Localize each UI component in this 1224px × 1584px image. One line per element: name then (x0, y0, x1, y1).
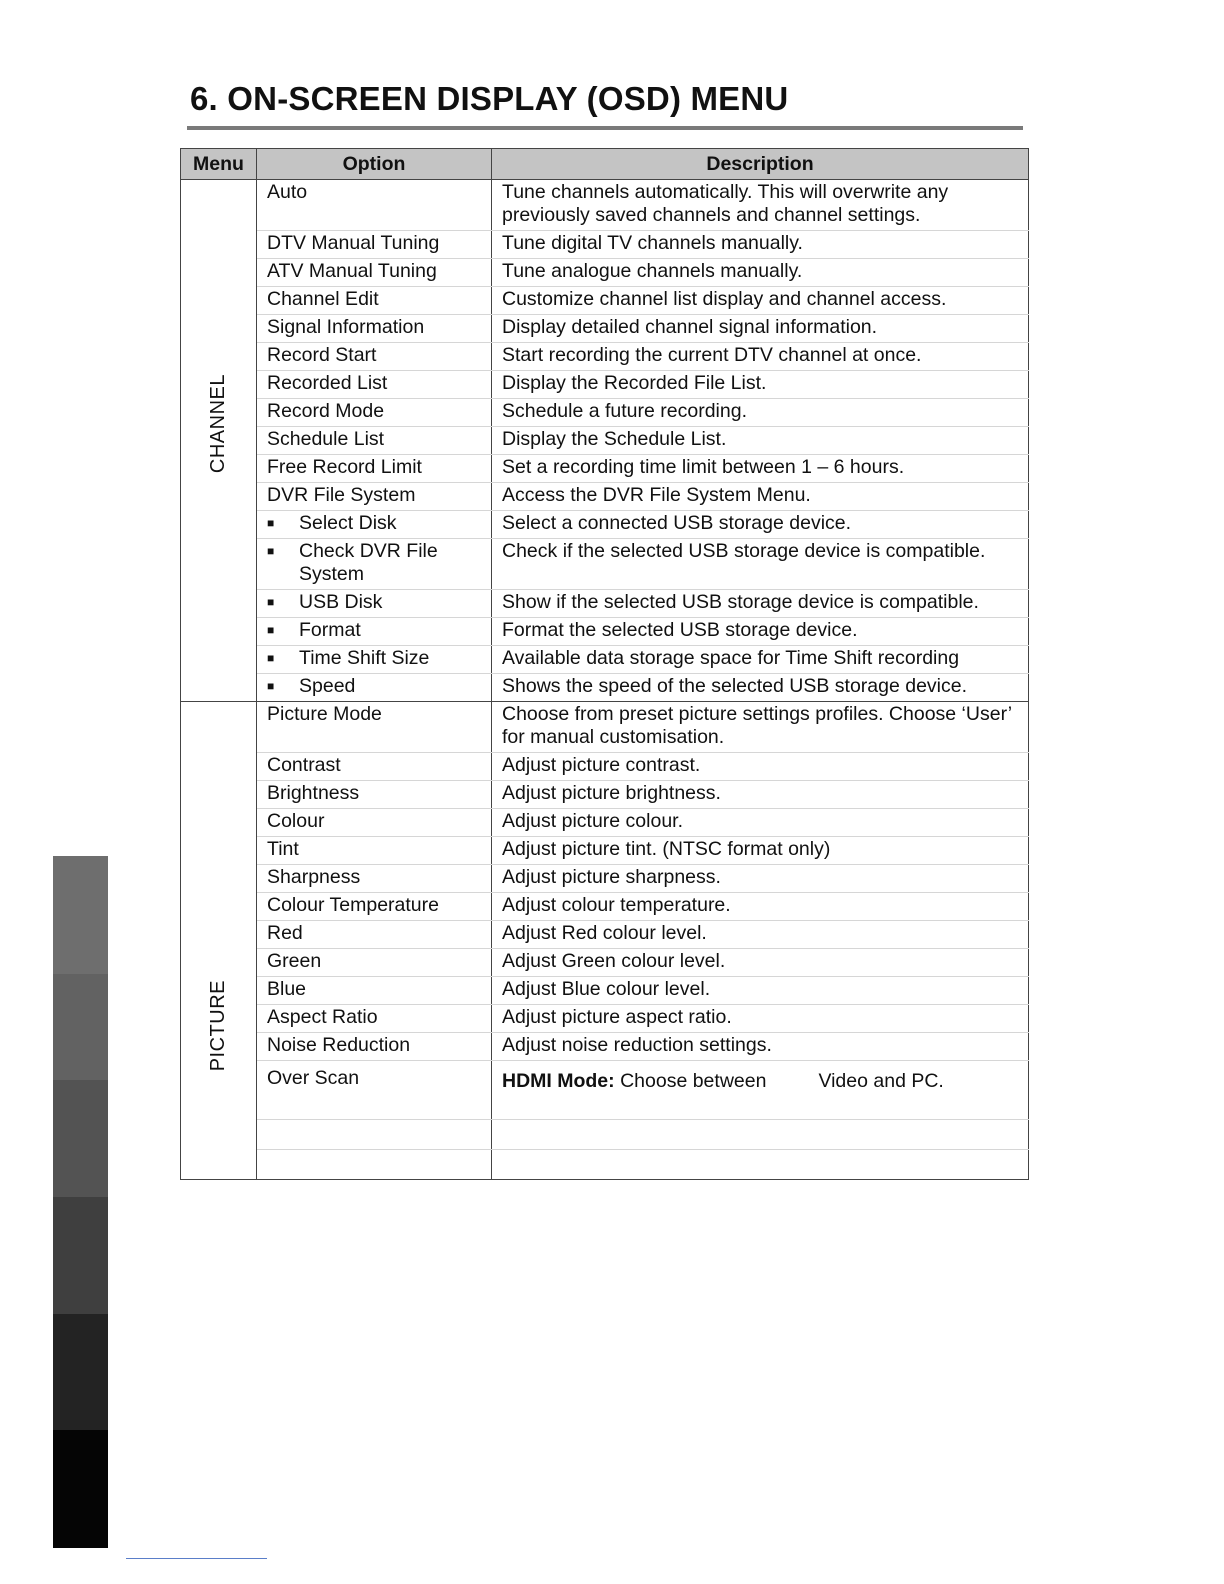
option-cell: Auto (257, 180, 492, 231)
sub-option-label: Speed (299, 675, 356, 697)
description-cell: Adjust colour temperature. (492, 893, 1029, 921)
title-divider (187, 126, 1023, 130)
description-cell: Schedule a future recording. (492, 399, 1029, 427)
description-cell: Show if the selected USB storage device is compatible. (492, 590, 1029, 618)
sub-option-cell (257, 618, 492, 646)
table-row (181, 1033, 1029, 1061)
table-row (181, 231, 1029, 259)
side-tab-2 (53, 974, 108, 1080)
description-cell: Adjust picture sharpness. (492, 865, 1029, 893)
side-tab-3 (53, 1080, 108, 1197)
description-cell: Adjust Green colour level. (492, 949, 1029, 977)
menu-label-picture: PICTURE (207, 979, 229, 1071)
description-cell: Adjust Blue colour level. (492, 977, 1029, 1005)
side-tab-strip (53, 856, 108, 1548)
description-cell: Adjust Red colour level. (492, 921, 1029, 949)
empty-option-cell (257, 1150, 492, 1180)
table-row (181, 781, 1029, 809)
sub-option-cell (257, 539, 492, 590)
side-tab-6 (53, 1430, 108, 1548)
bullet-icon: ■ (267, 516, 275, 530)
option-cell: Sharpness (257, 865, 492, 893)
table-row (181, 371, 1029, 399)
sub-option-label: Select Disk (299, 512, 397, 534)
option-cell: ATV Manual Tuning (257, 259, 492, 287)
option-cell: DVR File System (257, 483, 492, 511)
menu-cell-channel (181, 180, 257, 702)
description-cell (492, 1061, 1029, 1120)
description-cell: Start recording the current DTV channel at once. (492, 343, 1029, 371)
description-cell: Adjust picture aspect ratio. (492, 1005, 1029, 1033)
table-row (181, 702, 1029, 753)
description-cell: Select a connected USB storage device. (492, 511, 1029, 539)
table-row (181, 399, 1029, 427)
table-row (181, 511, 1029, 539)
table-row (181, 483, 1029, 511)
table-row (181, 646, 1029, 674)
table-row (181, 753, 1029, 781)
option-cell: Record Mode (257, 399, 492, 427)
option-cell: Recorded List (257, 371, 492, 399)
channel-section (181, 180, 1029, 702)
overscan-text-a: Choose between (620, 1070, 767, 1092)
table-row (181, 180, 1029, 231)
table-row (181, 315, 1029, 343)
description-cell: Display the Schedule List. (492, 427, 1029, 455)
bullet-icon: ■ (267, 623, 275, 637)
option-cell: Signal Information (257, 315, 492, 343)
description-cell: Adjust picture colour. (492, 809, 1029, 837)
option-cell: Picture Mode (257, 702, 492, 753)
option-cell: Record Start (257, 343, 492, 371)
empty-row (181, 1150, 1029, 1180)
table-row (181, 427, 1029, 455)
description-cell: Adjust picture tint. (NTSC format only) (492, 837, 1029, 865)
sub-option-cell (257, 511, 492, 539)
footer-link-underline (126, 1558, 267, 1559)
option-cell: Free Record Limit (257, 455, 492, 483)
bullet-icon: ■ (267, 544, 275, 558)
header-menu: Menu (181, 149, 257, 180)
sub-option-cell (257, 674, 492, 702)
header-description: Description (492, 149, 1029, 180)
option-cell: Brightness (257, 781, 492, 809)
header-option: Option (257, 149, 492, 180)
description-cell: Tune analogue channels manually. (492, 259, 1029, 287)
table-header-row (181, 149, 1029, 180)
empty-description-cell (492, 1120, 1029, 1150)
hdmi-mode-label: HDMI Mode: (502, 1070, 615, 1092)
description-cell: Tune channels automatically. This will overwrite any previously saved channels and channel settings. (492, 180, 1029, 231)
option-cell: Contrast (257, 753, 492, 781)
description-cell: Set a recording time limit between 1 – 6 hours. (492, 455, 1029, 483)
menu-cell-picture (181, 702, 257, 1180)
table-row (181, 259, 1029, 287)
side-tab-5 (53, 1314, 108, 1430)
option-cell: Tint (257, 837, 492, 865)
table-row (181, 1005, 1029, 1033)
description-cell: Check if the selected USB storage device is compatible. (492, 539, 1029, 590)
empty-description-cell (492, 1150, 1029, 1180)
table-row (181, 539, 1029, 590)
overscan-text-b: Video and PC. (818, 1070, 944, 1092)
sub-option-label: USB Disk (299, 591, 383, 613)
option-cell: Red (257, 921, 492, 949)
option-cell: DTV Manual Tuning (257, 231, 492, 259)
table-row (181, 949, 1029, 977)
table-row (181, 893, 1029, 921)
table-row-overscan (181, 1061, 1029, 1120)
table-row (181, 837, 1029, 865)
description-cell: Adjust noise reduction settings. (492, 1033, 1029, 1061)
description-cell: Display the Recorded File List. (492, 371, 1029, 399)
table-row (181, 287, 1029, 315)
osd-menu-table (180, 148, 1029, 1180)
table-row (181, 674, 1029, 702)
picture-section (181, 702, 1029, 1180)
description-cell: Shows the speed of the selected USB storage device. (492, 674, 1029, 702)
bullet-icon: ■ (267, 651, 275, 665)
page-title: 6. ON-SCREEN DISPLAY (OSD) MENU (190, 80, 789, 117)
option-cell: Colour (257, 809, 492, 837)
description-cell: Customize channel list display and channel access. (492, 287, 1029, 315)
table-row (181, 343, 1029, 371)
option-cell: Colour Temperature (257, 893, 492, 921)
option-cell: Channel Edit (257, 287, 492, 315)
description-cell: Display detailed channel signal information. (492, 315, 1029, 343)
sub-option-label: Time Shift Size (299, 647, 430, 669)
description-cell: Tune digital TV channels manually. (492, 231, 1029, 259)
option-cell: Schedule List (257, 427, 492, 455)
empty-row (181, 1120, 1029, 1150)
description-cell: Choose from preset picture settings profiles. Choose ‘User’ for manual customisation. (492, 702, 1029, 753)
table-row (181, 865, 1029, 893)
table-row (181, 977, 1029, 1005)
menu-label-channel: CHANNEL (207, 373, 229, 473)
table-row (181, 618, 1029, 646)
sub-option-label: Check DVR File System (299, 540, 438, 585)
option-cell: Blue (257, 977, 492, 1005)
description-cell: Adjust picture brightness. (492, 781, 1029, 809)
table-row (181, 455, 1029, 483)
table-row (181, 590, 1029, 618)
description-cell: Access the DVR File System Menu. (492, 483, 1029, 511)
option-cell: Aspect Ratio (257, 1005, 492, 1033)
option-cell: Green (257, 949, 492, 977)
description-cell: Adjust picture contrast. (492, 753, 1029, 781)
empty-option-cell (257, 1120, 492, 1150)
side-tab-4 (53, 1197, 108, 1314)
option-cell: Noise Reduction (257, 1033, 492, 1061)
bullet-icon: ■ (267, 595, 275, 609)
sub-option-cell (257, 590, 492, 618)
description-cell: Available data storage space for Time Shift recording (492, 646, 1029, 674)
table-row (181, 921, 1029, 949)
sub-option-label: Format (299, 619, 361, 641)
sub-option-cell (257, 646, 492, 674)
side-tab-1 (53, 856, 108, 974)
description-cell: Format the selected USB storage device. (492, 618, 1029, 646)
table-row (181, 809, 1029, 837)
option-cell: Over Scan (257, 1061, 492, 1120)
bullet-icon: ■ (267, 679, 275, 693)
